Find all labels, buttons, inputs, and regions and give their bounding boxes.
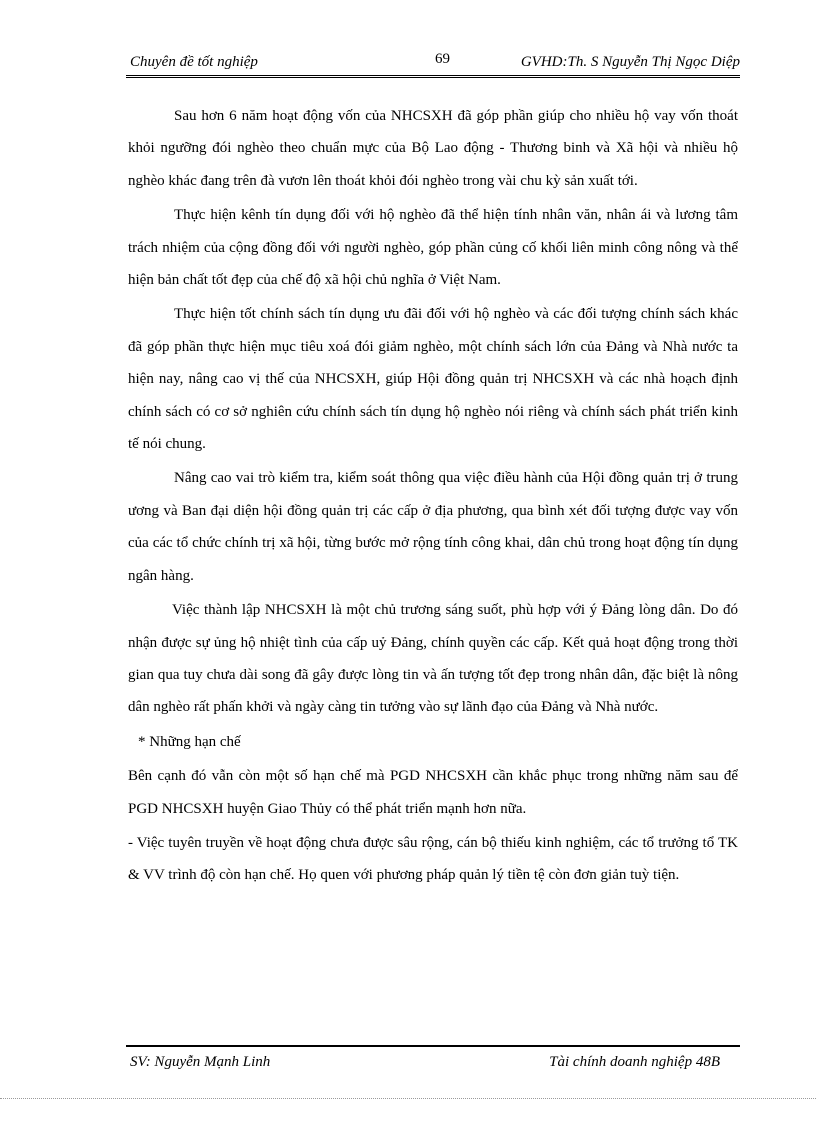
document-body bbox=[128, 100, 738, 892]
footer-class: Tài chính doanh nghiệp 48B bbox=[549, 1054, 720, 1070]
paragraph-establishment: Việc thành lập NHCSXH là một chủ trương sáng suốt, phù hợp với ý Đảng lòng dân. Do đó nhận được sự ủng hộ nhiệt tình của cấp uỷ Đảng, chính quyền các cấp. Kết quả hoạt động trong thời gian qua tuy chưa dài song đã gây được lòng tin và ấn tượng tốt đẹp trong nhân dân, đặc biệt là nông dân nghèo rất phấn khởi và ngày càng tin tưởng vào sự lãnh đạo của Đảng và Nhà nước. bbox=[128, 602, 738, 716]
paragraph-limitation-item: - Việc tuyên truyền về hoạt động chưa được sâu rộng, cán bộ thiếu kinh nghiệm, các tổ trưởng tổ TK & VV trình độ còn hạn chế. Họ quen với phương pháp quản lý tiền tệ còn đơn giản tuỳ tiện. bbox=[128, 834, 738, 884]
paragraph-supervision: Nâng cao vai trò kiểm tra, kiểm soát thông qua việc điều hành của Hội đồng quản trị ở trung ương và Ban đại diện hội đồng quản trị các cấp ở địa phương, qua bình xét đối tượng được vay vốn của các tổ chức chính trị xã hội, từng bước mở rộng tính công khai, dân chủ trong hoạt động tín dụng ngân hàng. bbox=[128, 470, 738, 584]
page-number: 69 bbox=[435, 51, 450, 67]
paragraph-credit-channel: Thực hiện kênh tín dụng đối với hộ nghèo đã thể hiện tính nhân văn, nhân ái và lương tâm trách nhiệm của cộng đồng đối với người nghèo, góp phần củng cố khối liên minh công nông và thể hiện bản chất tốt đẹp của chế độ xã hội chủ nghĩa ở Việt Nam. bbox=[128, 207, 738, 289]
section-heading-limitations: * Những hạn chế bbox=[138, 733, 241, 750]
page-boundary bbox=[0, 1098, 816, 1099]
header-supervisor: GVHD:Th. S Nguyễn Thị Ngọc Diệp bbox=[520, 54, 740, 70]
header-divider bbox=[126, 75, 740, 78]
footer-divider bbox=[126, 1045, 740, 1047]
paragraph-limitations-intro: Bên cạnh đó vẫn còn một số hạn chế mà PGD NHCSXH cần khắc phục trong những năm sau để PGD NHCSXH huyện Giao Thủy có thể phát triển mạnh hơn nữa. bbox=[128, 768, 738, 817]
paragraph-achievement: Sau hơn 6 năm hoạt động vốn của NHCSXH đã góp phần giúp cho nhiều hộ vay vốn thoát khỏi ngưỡng đói nghèo theo chuẩn mực của Bộ Lao động - Thương binh và Xã hội và nhiều hộ nghèo khác đang trên đà vươn lên thoát khỏi đói nghèo trong vài chu kỳ sản xuất tới. bbox=[128, 108, 738, 189]
footer-student: SV: Nguyễn Mạnh Linh bbox=[130, 1054, 271, 1070]
header-document-type: Chuyên đề tốt nghiệp bbox=[130, 54, 258, 70]
paragraph-preferential-policy: Thực hiện tốt chính sách tín dụng ưu đãi đối với hộ nghèo và các đối tượng chính sách khác đã góp phần thực hiện mục tiêu xoá đói giảm nghèo, một chính sách lớn của Đảng và Nhà nước ta hiện nay, nâng cao vị thế của NHCSXH, giúp Hội đồng quản trị NHCSXH và các nhà hoạch định chính sách có cơ sở nghiên cứu chính sách tín dụng hộ nghèo nói riêng và chính sách phát triển kinh tế nói chung. bbox=[128, 306, 738, 453]
page-header bbox=[130, 48, 740, 74]
